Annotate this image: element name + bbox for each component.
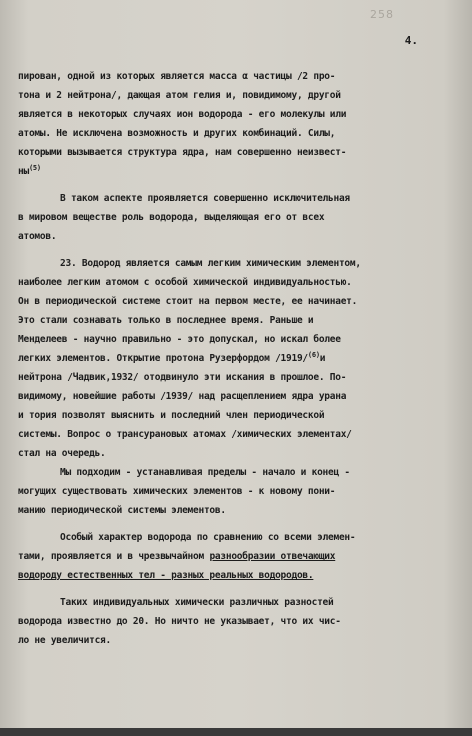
text-line: стал на очередь. [18, 448, 106, 459]
footnote-ref: (6) [307, 351, 320, 359]
underlined-text: разнообразии отвечающих [209, 551, 336, 562]
paragraph-start-line: Таких индивидуальных химически различных разностей [60, 597, 334, 608]
paragraph-start-line: Особый характер водорода по сравнению со всеми элемен- [60, 532, 356, 543]
footnote-ref: (5) [28, 164, 41, 172]
text-line [18, 162, 458, 181]
text-fragment: тами, проявляется и в чрезвычайном [18, 551, 210, 562]
text-line: Это стали сознавать только в последнее время. Раньше и [18, 315, 314, 326]
paragraph-start-line: Мы подходим - устанавливая пределы - начало и конец - [60, 467, 350, 478]
text-fragment: и [319, 353, 326, 364]
text-line: является в некоторых случаях ион водорода - его молекулы или [18, 109, 347, 120]
text-line: наиболее легким атомом с особой химической индивидуальностью. [18, 277, 352, 288]
document-body [18, 67, 458, 650]
text-line: водорода известно до 20. Но ничто не указывает, что их чис- [18, 616, 341, 627]
section-23-line: 23. Водород является самым легким химическим элементом, [60, 258, 361, 269]
archive-stamp-number: 258 [370, 8, 394, 21]
text-fragment: легких элементов. Открытие протона Рузерфордом /1919/ [18, 353, 308, 364]
text-line: пирован, одной из которых является масса α частицы /2 про- [18, 71, 336, 82]
underlined-text-line: водороду естественных тел - разных реальных водородов. [18, 570, 314, 581]
film-frame-edge [0, 728, 472, 736]
text-line: Менделеев - научно правильно - это допускал, но искал более [18, 334, 341, 345]
text-line: и тория позволят выяснить и последний член периодической [18, 410, 325, 421]
text-line [18, 349, 458, 368]
text-line: которыми вызывается структура ядра, нам совершенно неизвест- [18, 147, 347, 158]
text-line: видимому, новейшие работы /1939/ над расщеплением ядра урана [18, 391, 347, 402]
text-line: ло не увеличится. [18, 635, 111, 646]
text-line: системы. Вопрос о трансурановых атомах /химических элементах/ [18, 429, 352, 440]
text-line [18, 547, 458, 566]
text-line: Он в периодической системе стоит на первом месте, ее начинает. [18, 296, 358, 307]
text-line: атомы. Не исключена возможность и других комбинаций. Силы, [18, 128, 336, 139]
paragraph-start-line: В таком аспекте проявляется совершенно исключительная [60, 193, 350, 204]
text-fragment: ны [18, 166, 29, 177]
text-line: тона и 2 нейтрона/, дающая атом гелия и, повидимому, другой [18, 90, 341, 101]
text-line: в мировом веществе роль водорода, выделяющая его от всех [18, 212, 325, 223]
text-line: могущих существовать химических элементов - к новому пони- [18, 486, 336, 497]
text-line: атомов. [18, 231, 57, 242]
page-number: 4. [404, 34, 418, 47]
text-line: нейтрона /Чадвик,1932/ отодвинуло эти искания в прошлое. По- [18, 372, 347, 383]
text-line: манию периодической системы элементов. [18, 505, 226, 516]
